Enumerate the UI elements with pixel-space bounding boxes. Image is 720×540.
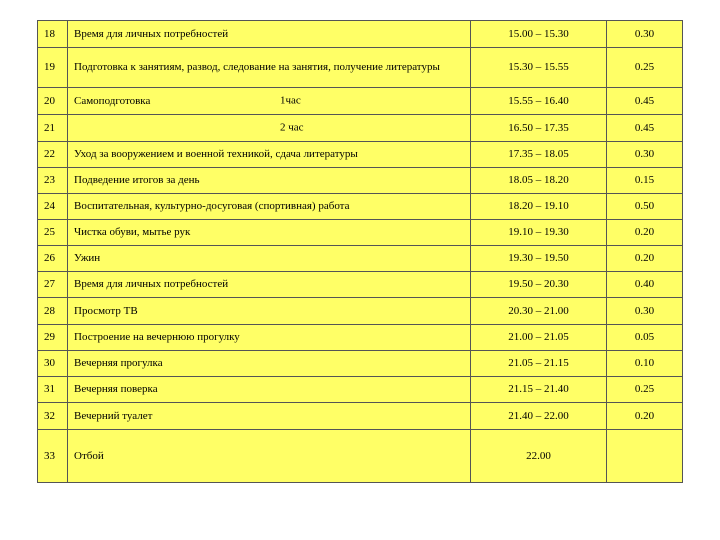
activity-cell: Построение на вечернюю прогулку xyxy=(68,325,471,351)
duration-cell: 0.50 xyxy=(607,194,683,220)
row-number: 32 xyxy=(38,403,68,430)
activity-cell: Чистка обуви, мытье рук xyxy=(68,220,471,246)
activity-cell: Вечерняя поверка xyxy=(68,377,471,403)
row-number: 28 xyxy=(38,298,68,325)
time-range-cell: 15.30 – 15.55 xyxy=(471,48,607,88)
time-range-cell: 18.05 – 18.20 xyxy=(471,168,607,194)
activity-cell: Отбой xyxy=(68,430,471,483)
time-range-cell: 21.05 – 21.15 xyxy=(471,351,607,377)
time-range-cell: 21.40 – 22.00 xyxy=(471,403,607,430)
activity-cell: Подготовка к занятиям, развод, следование на занятия, получение литературы xyxy=(68,48,471,88)
duration-cell: 0.25 xyxy=(607,48,683,88)
row-number: 30 xyxy=(38,351,68,377)
duration-cell: 0.45 xyxy=(607,88,683,115)
time-range-cell: 15.55 – 16.40 xyxy=(471,88,607,115)
table-row xyxy=(38,403,683,430)
duration-cell: 0.30 xyxy=(607,298,683,325)
time-range-cell: 21.00 – 21.05 xyxy=(471,325,607,351)
table-row xyxy=(38,48,683,88)
row-number: 33 xyxy=(38,430,68,483)
time-range-cell: 18.20 – 19.10 xyxy=(471,194,607,220)
table-row xyxy=(38,272,683,298)
time-range-cell: 16.50 – 17.35 xyxy=(471,115,607,142)
row-number: 18 xyxy=(38,21,68,48)
row-number: 19 xyxy=(38,48,68,88)
table-row xyxy=(38,351,683,377)
row-number: 26 xyxy=(38,246,68,272)
table-row xyxy=(38,142,683,168)
activity-cell xyxy=(68,115,471,142)
time-range-cell: 19.10 – 19.30 xyxy=(471,220,607,246)
time-range-cell: 20.30 – 21.00 xyxy=(471,298,607,325)
activity-cell xyxy=(68,88,471,115)
activity-cell: Просмотр ТВ xyxy=(68,298,471,325)
table-row xyxy=(38,377,683,403)
duration-cell: 0.25 xyxy=(607,377,683,403)
activity-label: Самоподготовка xyxy=(74,94,151,107)
activity-cell: Подведение итогов за день xyxy=(68,168,471,194)
table-row xyxy=(38,325,683,351)
row-number: 25 xyxy=(38,220,68,246)
activity-cell: Время для личных потребностей xyxy=(68,272,471,298)
table-row xyxy=(38,168,683,194)
duration-cell: 0.15 xyxy=(607,168,683,194)
duration-cell: 0.30 xyxy=(607,21,683,48)
duration-cell: 0.45 xyxy=(607,115,683,142)
duration-cell: 0.20 xyxy=(607,403,683,430)
duration-cell: 0.30 xyxy=(607,142,683,168)
duration-cell: 0.10 xyxy=(607,351,683,377)
time-range-cell: 19.30 – 19.50 xyxy=(471,246,607,272)
table-row xyxy=(38,298,683,325)
row-number: 27 xyxy=(38,272,68,298)
activity-cell: Время для личных потребностей xyxy=(68,21,471,48)
activity-cell: Вечерний туалет xyxy=(68,403,471,430)
activity-cell: Воспитательная, культурно-досуговая (спортивная) работа xyxy=(68,194,471,220)
schedule-table xyxy=(37,20,683,483)
row-number: 31 xyxy=(38,377,68,403)
row-number: 23 xyxy=(38,168,68,194)
duration-cell xyxy=(607,430,683,483)
activity-cell: Уход за вооружением и военной техникой, сдача литературы xyxy=(68,142,471,168)
activity-cell: Вечерняя прогулка xyxy=(68,351,471,377)
time-range-cell: 17.35 – 18.05 xyxy=(471,142,607,168)
table-row xyxy=(38,430,683,483)
table-row xyxy=(38,21,683,48)
row-number: 29 xyxy=(38,325,68,351)
table-row xyxy=(38,194,683,220)
row-number: 24 xyxy=(38,194,68,220)
table-row xyxy=(38,246,683,272)
table-row xyxy=(38,88,683,115)
duration-cell: 0.20 xyxy=(607,220,683,246)
time-range-cell: 15.00 – 15.30 xyxy=(471,21,607,48)
table-row xyxy=(38,115,683,142)
row-number: 20 xyxy=(38,88,68,115)
hour-label: 1час xyxy=(280,94,301,107)
duration-cell: 0.40 xyxy=(607,272,683,298)
activity-cell: Ужин xyxy=(68,246,471,272)
time-range-cell: 19.50 – 20.30 xyxy=(471,272,607,298)
time-range-cell: 21.15 – 21.40 xyxy=(471,377,607,403)
table-row xyxy=(38,220,683,246)
hour-label: 2 час xyxy=(280,121,304,134)
time-range-cell: 22.00 xyxy=(471,430,607,483)
duration-cell: 0.05 xyxy=(607,325,683,351)
row-number: 21 xyxy=(38,115,68,142)
duration-cell: 0.20 xyxy=(607,246,683,272)
row-number: 22 xyxy=(38,142,68,168)
